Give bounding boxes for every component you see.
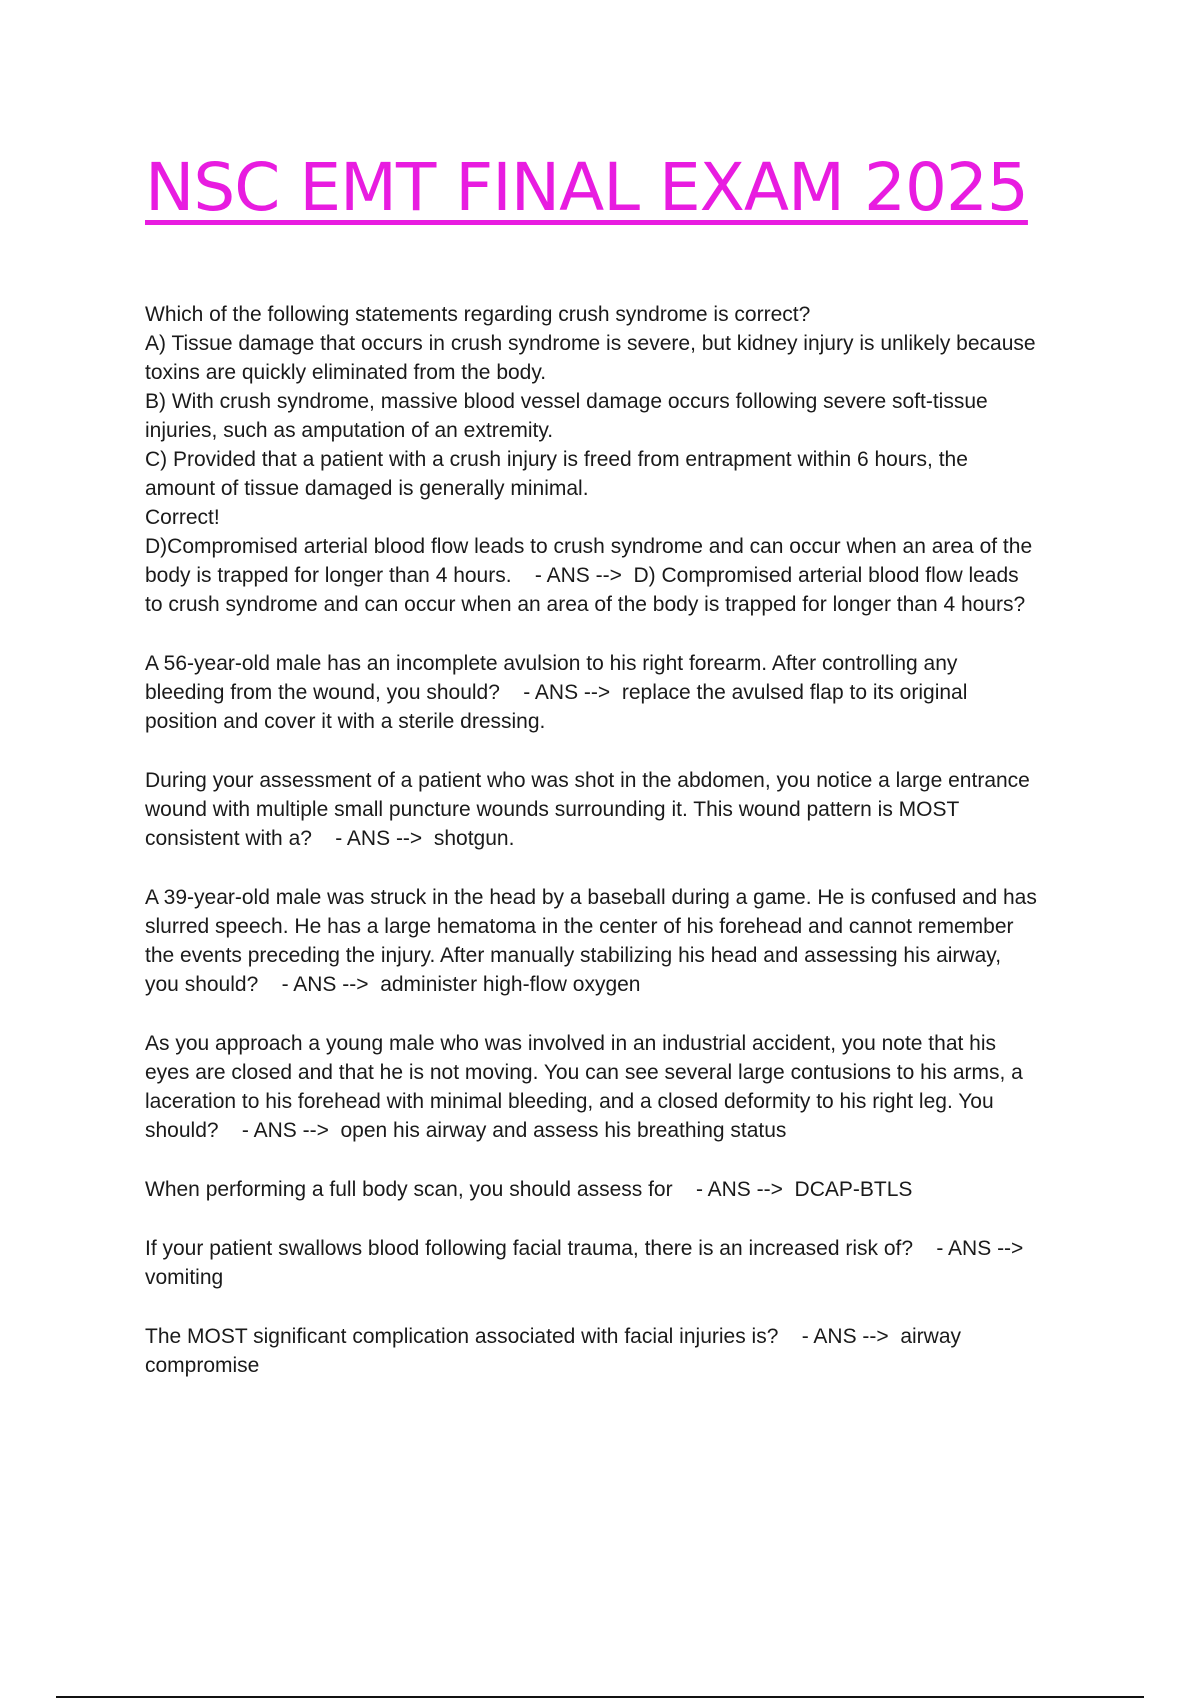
question-text-line: injuries, such as amputation of an extremity. [145,419,554,442]
question-text-line: body is trapped for longer than 4 hours. - ANS --> D) Compromised arterial blood flow leads [145,564,1019,587]
question-text-line: If your patient swallows blood following facial trauma, there is an increased risk of? - ANS --> [145,1237,1024,1260]
question-text-line: During your assessment of a patient who was shot in the abdomen, you notice a large entrance [145,769,1030,792]
question-text-line: consistent with a? - ANS --> shotgun. [145,827,515,850]
question-block [145,1029,1095,1145]
question-text-line: toxins are quickly eliminated from the body. [145,361,547,384]
question-text-line: vomiting [145,1266,224,1289]
question-block [145,1234,1095,1292]
question-text-line: compromise [145,1354,260,1377]
question-text-line: A 56-year-old male has an incomplete avulsion to his right forearm. After controlling any [145,652,958,675]
question-block [145,300,1095,619]
question-text-line: As you approach a young male who was involved in an industrial accident, you note that his [145,1032,997,1055]
question-text-line: B) With crush syndrome, massive blood vessel damage occurs following severe soft-tissue [145,390,988,413]
question-text-line: Correct! [145,506,220,529]
question-text-line: The MOST significant complication associated with facial injuries is? - ANS --> airway [145,1325,962,1348]
question-block [145,649,1095,736]
question-text-line: Which of the following statements regarding crush syndrome is correct? [145,303,811,326]
question-text-line: position and cover it with a sterile dressing. [145,710,546,733]
question-text-line: slurred speech. He has a large hematoma in the center of his forehead and cannot remember [145,915,1014,938]
question-text-line: to crush syndrome and can occur when an area of the body is trapped for longer than 4 hours? [145,593,1026,616]
question-text-line: C) Provided that a patient with a crush injury is freed from entrapment within 6 hours, the [145,448,968,471]
question-text-line: the events preceding the injury. After manually stabilizing his head and assessing his airway, [145,944,1002,967]
question-text-line: A 39-year-old male was struck in the head by a baseball during a game. He is confused and has [145,886,1037,909]
question-block [145,1322,1095,1380]
page-divider [56,1696,1144,1698]
question-text-line: eyes are closed and that he is not moving. You can see several large contusions to his arms, a [145,1061,1023,1084]
page-title: NSC EMT FINAL EXAM 2025 [145,149,1028,226]
question-text-line: should? - ANS --> open his airway and assess his breathing status [145,1119,787,1142]
question-text-line: laceration to his forehead with minimal bleeding, and a closed deformity to his right leg. You [145,1090,994,1113]
question-text-line: amount of tissue damaged is generally minimal. [145,477,589,500]
question-text-line: bleeding from the wound, you should? - ANS --> replace the avulsed flap to its original [145,681,968,704]
question-text-line: wound with multiple small puncture wounds surrounding it. This wound pattern is MOST [145,798,960,821]
question-text-line: you should? - ANS --> administer high-flow oxygen [145,973,641,996]
question-text-line: D)Compromised arterial blood flow leads to crush syndrome and can occur when an area of the [145,535,1033,558]
question-text-line: When performing a full body scan, you should assess for - ANS --> DCAP-BTLS [145,1178,913,1201]
question-block [145,1175,1095,1204]
question-block [145,766,1095,853]
question-list [145,300,1095,1410]
question-block [145,883,1095,999]
question-text-line: A) Tissue damage that occurs in crush syndrome is severe, but kidney injury is unlikely because [145,332,1036,355]
